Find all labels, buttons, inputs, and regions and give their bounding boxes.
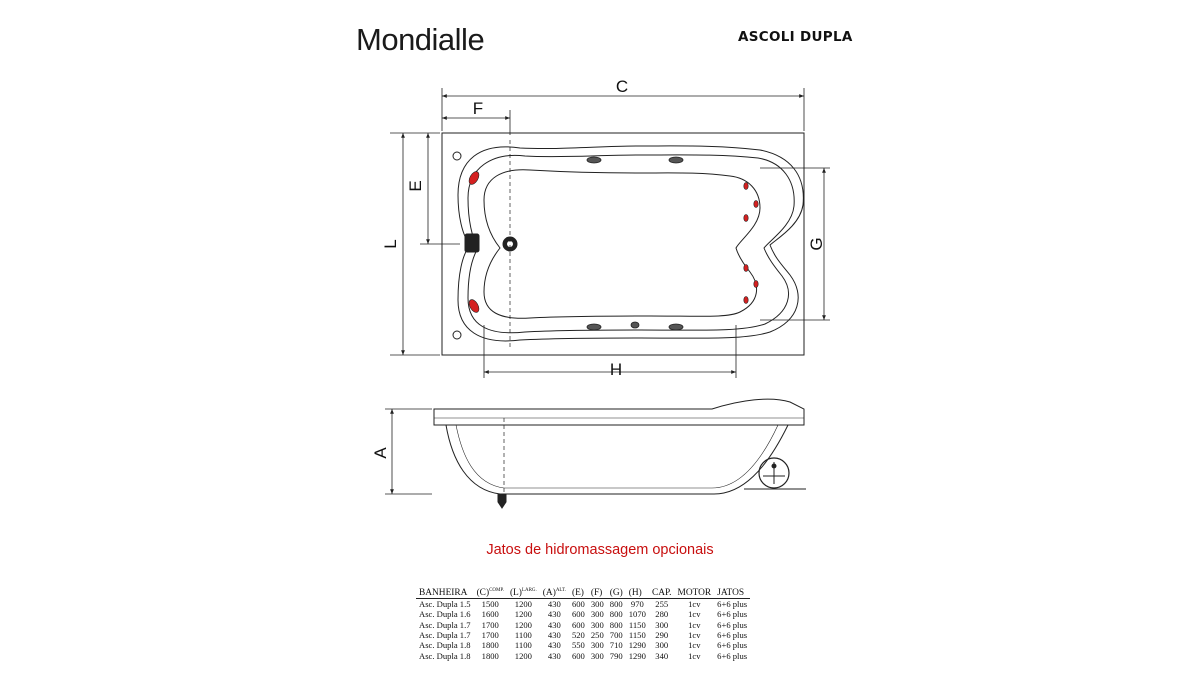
- specs-table: [416, 588, 750, 661]
- specs-table-cell: 250: [590, 630, 604, 641]
- specs-table-row: [416, 599, 750, 610]
- jet-icon: [744, 215, 748, 222]
- specs-table-cell: Asc. Dupla 1.8: [419, 640, 471, 651]
- brand-logo: Mondialle: [356, 22, 485, 57]
- specs-table-cell: 1cv: [688, 609, 701, 620]
- specs-table-cell: 300: [655, 640, 669, 651]
- dim-label-c: C: [615, 77, 629, 96]
- specs-column-header: CAP.: [649, 588, 675, 599]
- specs-table-cell: 340: [655, 650, 669, 661]
- specs-table-cell: 430: [547, 599, 561, 610]
- specs-column-header: JATOS: [714, 588, 750, 599]
- specs-table-cell: 290: [655, 630, 669, 641]
- specs-table-cell: 1070: [628, 609, 646, 620]
- specs-table-body: [416, 599, 750, 661]
- specs-table-cell: 1200: [514, 650, 532, 661]
- specs-table-cell: 6+6 plus: [717, 609, 748, 620]
- specs-table-row: [416, 620, 750, 630]
- specs-table-cell: 6+6 plus: [717, 650, 748, 661]
- specs-table-cell: 1100: [514, 640, 532, 651]
- specs-column-header: BANHEIRA: [416, 588, 474, 599]
- specs-table-cell: 970: [630, 599, 644, 610]
- specs-column-header: (E): [569, 588, 588, 599]
- specs-table-cell: 1cv: [688, 599, 701, 610]
- specs-table-cell: 300: [590, 609, 604, 620]
- specs-table-cell: 800: [609, 619, 623, 630]
- jet-icon: [587, 157, 601, 163]
- specs-table-cell: 1cv: [688, 640, 701, 651]
- jet-icon: [744, 265, 748, 272]
- specs-table-cell: 6+6 plus: [717, 619, 748, 630]
- top-view: [442, 133, 804, 355]
- side-jets: [587, 157, 683, 330]
- specs-table-cell: 1290: [628, 650, 646, 661]
- dimension-lines: [385, 88, 830, 494]
- drain-valve-icon: [498, 494, 506, 508]
- specs-column-header: (H): [626, 588, 649, 599]
- specs-table-cell: 1800: [481, 640, 499, 651]
- specs-table-cell: Asc. Dupla 1.6: [419, 609, 471, 620]
- side-view: [434, 399, 806, 508]
- jet-icon: [669, 157, 683, 163]
- specs-table-cell: 6+6 plus: [717, 630, 748, 641]
- specs-column-header: MOTOR: [674, 588, 714, 599]
- specs-column-header: $(C)^{COMP.}$: [474, 588, 507, 599]
- specs-table-cell: 1200: [514, 619, 532, 630]
- specs-table-cell: 1cv: [688, 619, 701, 630]
- dim-label-a: A: [371, 447, 390, 459]
- specs-table-cell: 600: [571, 609, 585, 620]
- specs-table-cell: 600: [571, 619, 585, 630]
- dim-label-e: E: [406, 180, 425, 192]
- specs-column-header: $(A)^{ALT.}$: [540, 588, 569, 599]
- specs-table-cell: 1500: [481, 599, 499, 610]
- specs-column-header: $(L)^{LARG.}$: [507, 588, 540, 599]
- jet-icon: [669, 324, 683, 330]
- overflow-icon: [465, 234, 479, 252]
- specs-table-cell: 550: [571, 640, 585, 651]
- tap-hole-icon: [453, 152, 461, 160]
- specs-table-cell: 300: [590, 599, 604, 610]
- specs-table-cell: 1800: [481, 650, 499, 661]
- specs-table-cell: 1100: [514, 630, 532, 641]
- specs-table-cell: 300: [590, 640, 604, 651]
- specs-table-cell: 1700: [481, 619, 499, 630]
- jet-icon: [467, 170, 481, 186]
- specs-table-cell: 1cv: [688, 650, 701, 661]
- specs-table-row: [416, 630, 750, 640]
- specs-table-cell: 430: [547, 640, 561, 651]
- specs-table-cell: 700: [609, 630, 623, 641]
- specs-table-cell: Asc. Dupla 1.7: [419, 630, 471, 641]
- specs-table-cell: 800: [609, 599, 623, 610]
- dim-label-l: L: [381, 239, 400, 249]
- specs-table-cell: 300: [590, 650, 604, 661]
- specs-table-cell: 430: [547, 630, 561, 641]
- specs-table-row: [416, 609, 750, 619]
- dim-label-f: F: [472, 99, 484, 118]
- specs-table-cell: 1700: [481, 630, 499, 641]
- specs-table-cell: 790: [609, 650, 623, 661]
- specs-table-cell: 800: [609, 609, 623, 620]
- specs-header-row: [416, 588, 750, 599]
- jet-icon: [744, 183, 748, 190]
- specs-table-cell: 300: [655, 619, 669, 630]
- specs-table-cell: 1290: [628, 640, 646, 651]
- jet-icon: [754, 281, 758, 288]
- specs-table-cell: 430: [547, 609, 561, 620]
- specs-table-cell: 600: [571, 650, 585, 661]
- specs-table-row: [416, 640, 750, 650]
- specs-table-cell: 1200: [514, 599, 532, 610]
- specs-table-cell: Asc. Dupla 1.5: [419, 599, 471, 610]
- tub-outer-rim: [442, 133, 804, 355]
- jet-icon: [744, 297, 748, 304]
- specs-column-header: (F): [588, 588, 607, 599]
- specs-table-cell: 1600: [481, 609, 499, 620]
- specs-table-cell: 430: [547, 619, 561, 630]
- model-title: ASCOLI DUPLA: [738, 29, 853, 45]
- dim-label-h: H: [609, 360, 623, 379]
- specs-table-cell: 6+6 plus: [717, 640, 748, 651]
- pump-motor-icon: [744, 458, 806, 489]
- specs-table-cell: 600: [571, 599, 585, 610]
- specs-table-cell: 255: [655, 599, 669, 610]
- specs-table-cell: 1200: [514, 609, 532, 620]
- specs-table-cell: 1150: [628, 619, 646, 630]
- specs-table-row: [416, 651, 750, 661]
- tap-hole-icon: [453, 331, 461, 339]
- jet-icon: [631, 322, 639, 328]
- jet-icon: [587, 324, 601, 330]
- specs-table-cell: 430: [547, 650, 561, 661]
- specs-column-header: (G): [607, 588, 626, 599]
- specs-table-cell: 6+6 plus: [717, 599, 748, 610]
- optional-jets-note: Jatos de hidromassagem opcionais: [486, 542, 714, 558]
- specs-table-cell: 280: [655, 609, 669, 620]
- specs-table-cell: Asc. Dupla 1.8: [419, 650, 471, 661]
- specs-table-cell: 1cv: [688, 630, 701, 641]
- side-rim: [434, 399, 804, 425]
- specs-table-cell: 300: [590, 619, 604, 630]
- tub-floor-outline: [484, 170, 760, 319]
- jet-icon: [754, 201, 758, 208]
- specs-table-cell: 1150: [628, 630, 646, 641]
- specs-table-cell: Asc. Dupla 1.7: [419, 619, 471, 630]
- specs-table-cell: 520: [571, 630, 585, 641]
- dim-label-g: G: [807, 237, 826, 251]
- specs-table-cell: 710: [609, 640, 623, 651]
- side-body: [446, 425, 788, 494]
